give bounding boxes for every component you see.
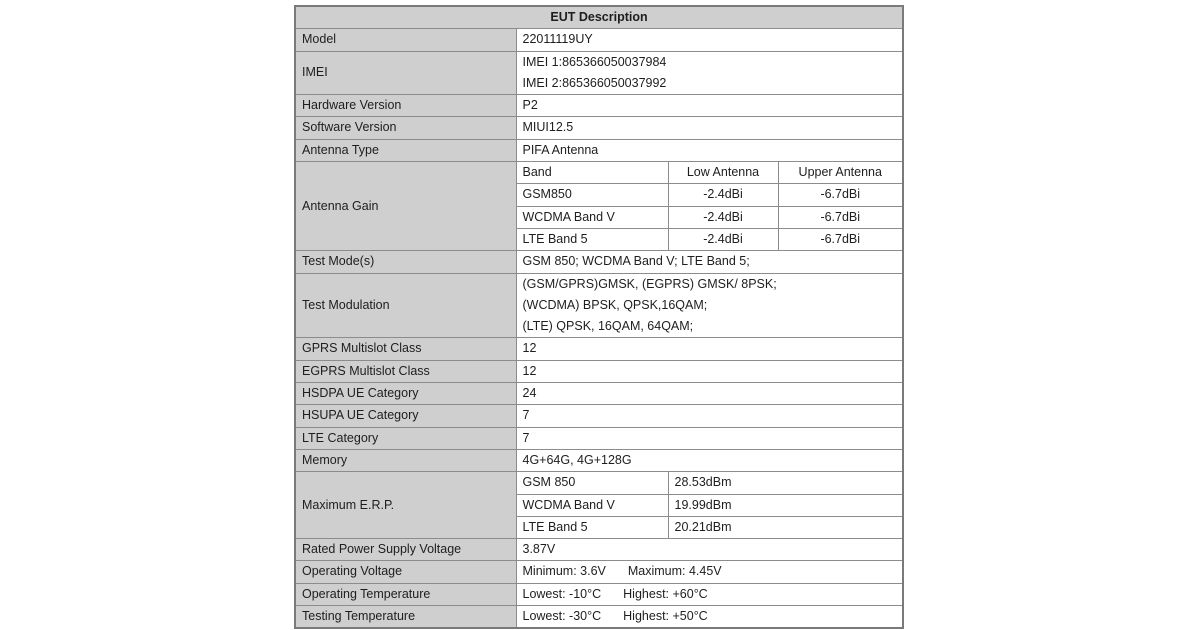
- antenna-type-label: Antenna Type: [295, 139, 516, 161]
- antenna-gain-band: WCDMA Band V: [516, 206, 668, 228]
- table-row: [295, 561, 903, 583]
- antenna-gain-band: LTE Band 5: [516, 228, 668, 250]
- test-modulation-line: (GSM/GPRS)GMSK, (EGPRS) GMSK/ 8PSK;: [522, 276, 777, 291]
- antenna-gain-upper: -6.7dBi: [778, 206, 903, 228]
- max-erp-band: LTE Band 5: [516, 516, 668, 538]
- model-value: 22011119UY: [516, 29, 903, 51]
- gprs-multislot-label: GPRS Multislot Class: [295, 338, 516, 360]
- antenna-gain-upper: -6.7dBi: [778, 184, 903, 206]
- operating-voltage-label: Operating Voltage: [295, 561, 516, 583]
- hardware-version-value: P2: [516, 95, 903, 117]
- gprs-multislot-value: 12: [516, 338, 903, 360]
- table-row: [295, 360, 903, 382]
- table-title: EUT Description: [295, 6, 903, 29]
- table-row: [295, 117, 903, 139]
- table-row: [295, 539, 903, 561]
- table-row: [295, 273, 903, 338]
- egprs-multislot-label: EGPRS Multislot Class: [295, 360, 516, 382]
- table-row: [295, 95, 903, 117]
- hsdpa-category-value: 24: [516, 383, 903, 405]
- table-row: [295, 162, 903, 184]
- table-row: [295, 338, 903, 360]
- testing-temperature-high: Highest: +50°C: [623, 609, 708, 624]
- test-modulation-label: Test Modulation: [295, 273, 516, 338]
- imei-2-value: IMEI 2:865366050037992: [522, 75, 667, 90]
- eut-description-table: [294, 5, 904, 629]
- table-row: [295, 427, 903, 449]
- max-erp-band: WCDMA Band V: [516, 494, 668, 516]
- imei-values: [516, 51, 903, 95]
- testing-temperature-value: [516, 606, 903, 629]
- table-row: [295, 251, 903, 273]
- table-row: [295, 583, 903, 605]
- table-row: [295, 139, 903, 161]
- test-modulation-values: [516, 273, 903, 338]
- antenna-gain-low: -2.4dBi: [668, 228, 778, 250]
- testing-temperature-label: Testing Temperature: [295, 606, 516, 629]
- operating-temperature-label: Operating Temperature: [295, 583, 516, 605]
- table-row: [295, 606, 903, 629]
- antenna-gain-band: GSM850: [516, 184, 668, 206]
- table-row: [295, 405, 903, 427]
- imei-label: IMEI: [295, 51, 516, 95]
- table-row: [295, 51, 903, 95]
- antenna-gain-label: Antenna Gain: [295, 162, 516, 251]
- hsupa-category-label: HSUPA UE Category: [295, 405, 516, 427]
- antenna-gain-upper: -6.7dBi: [778, 228, 903, 250]
- egprs-multislot-value: 12: [516, 360, 903, 382]
- imei-1-value: IMEI 1:865366050037984: [522, 54, 667, 69]
- table-row: [295, 6, 903, 29]
- table-row: [295, 449, 903, 471]
- table-row: [295, 383, 903, 405]
- lte-category-value: 7: [516, 427, 903, 449]
- operating-temperature-low: Lowest: -10°C: [522, 586, 602, 601]
- antenna-gain-header-low: Low Antenna: [668, 162, 778, 184]
- rated-voltage-label: Rated Power Supply Voltage: [295, 539, 516, 561]
- test-modes-label: Test Mode(s): [295, 251, 516, 273]
- lte-category-label: LTE Category: [295, 427, 516, 449]
- operating-voltage-min: Minimum: 3.6V: [522, 564, 606, 579]
- antenna-gain-low: -2.4dBi: [668, 184, 778, 206]
- antenna-type-value: PIFA Antenna: [516, 139, 903, 161]
- max-erp-value: 19.99dBm: [668, 494, 903, 516]
- hardware-version-label: Hardware Version: [295, 95, 516, 117]
- rated-voltage-value: 3.87V: [516, 539, 903, 561]
- test-modes-value: GSM 850; WCDMA Band V; LTE Band 5;: [516, 251, 903, 273]
- model-label: Model: [295, 29, 516, 51]
- hsdpa-category-label: HSDPA UE Category: [295, 383, 516, 405]
- antenna-gain-header-band: Band: [516, 162, 668, 184]
- test-modulation-line: (LTE) QPSK, 16QAM, 64QAM;: [522, 319, 694, 334]
- test-modulation-line: (WCDMA) BPSK, QPSK,16QAM;: [522, 297, 708, 312]
- max-erp-value: 20.21dBm: [668, 516, 903, 538]
- hsupa-category-value: 7: [516, 405, 903, 427]
- operating-voltage-value: [516, 561, 903, 583]
- antenna-gain-low: -2.4dBi: [668, 206, 778, 228]
- max-erp-label: Maximum E.R.P.: [295, 472, 516, 539]
- max-erp-value: 28.53dBm: [668, 472, 903, 494]
- antenna-gain-header-upper: Upper Antenna: [778, 162, 903, 184]
- testing-temperature-low: Lowest: -30°C: [522, 609, 602, 624]
- software-version-value: MIUI12.5: [516, 117, 903, 139]
- table-row: [295, 29, 903, 51]
- memory-label: Memory: [295, 449, 516, 471]
- operating-voltage-max: Maximum: 4.45V: [627, 564, 722, 579]
- software-version-label: Software Version: [295, 117, 516, 139]
- operating-temperature-high: Highest: +60°C: [623, 586, 708, 601]
- max-erp-band: GSM 850: [516, 472, 668, 494]
- operating-temperature-value: [516, 583, 903, 605]
- memory-value: 4G+64G, 4G+128G: [516, 449, 903, 471]
- table-row: [295, 472, 903, 494]
